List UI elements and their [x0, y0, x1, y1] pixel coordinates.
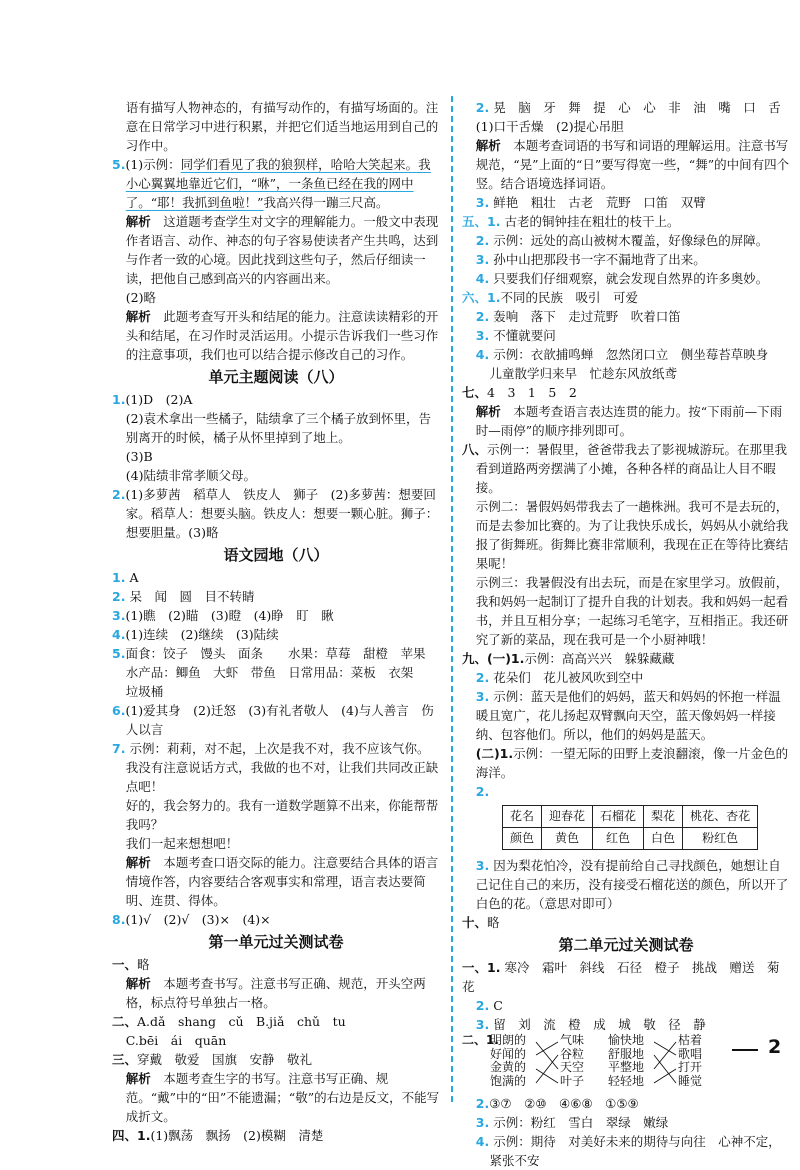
- answer-line: 我没有注意说话方式，我做的也不对，让我们共同改正缺点吧！: [125, 760, 439, 794]
- answer-text: 寒冷 霜叶 斜线 石径 橙子 挑战 赠送 菊花: [462, 960, 780, 994]
- item-number: 6.: [112, 703, 126, 718]
- answer-text: 花朵们 花儿被风吹到空中: [493, 670, 644, 685]
- item-number: 7.: [112, 741, 126, 756]
- analysis-label: 解析: [125, 855, 151, 870]
- item-number: 3.: [112, 608, 126, 623]
- answer-text: 留 刘 流 橙 成 城 敬 径 静: [493, 1017, 706, 1032]
- table-cell: 粉红色: [683, 828, 758, 850]
- item-number: 一、: [112, 957, 138, 972]
- answer-text: (1)瞧 (2)瞄 (3)瞪 (4)睁 盯 瞅: [125, 608, 334, 623]
- word-matching-diagram: [462, 1034, 790, 1120]
- table-row: [503, 806, 758, 828]
- analysis: [112, 853, 440, 910]
- match-word: 天空: [560, 1060, 585, 1074]
- answer-text: 示例：期待 对美好未来的期待与向往 心神不定，紧张不安: [489, 1134, 781, 1168]
- analysis-text: 本题考查书写。注意书写正确、规范，开头空两格，标点符号单独占一格。: [125, 976, 426, 1010]
- right-column: [462, 98, 790, 1170]
- item-number: 3.: [475, 1115, 490, 1130]
- analysis-label: 解析: [125, 1071, 151, 1086]
- answer-item: [112, 1126, 440, 1145]
- answer-item: [462, 687, 790, 744]
- analysis-text: 本题考查生字的书写。注意书写正确、规范。“戴”中的“田”不能遗漏；“敬”的右边是反文，不能写成折文。: [125, 1071, 440, 1124]
- analysis-label: 解析: [125, 214, 151, 229]
- answer-item: [462, 193, 790, 212]
- answer-item: [112, 701, 440, 739]
- answer-item: [462, 250, 790, 269]
- page-number: 2: [768, 1036, 782, 1058]
- answer-text: 不懂就要问: [493, 328, 556, 343]
- item-number: 1.: [112, 570, 126, 585]
- match-word: 歌唱: [678, 1046, 703, 1061]
- answer-item: [462, 958, 790, 996]
- item-number: 5.: [112, 157, 126, 172]
- answer-text: 示例：粉红 雪白 翠绿 嫩绿: [493, 1115, 669, 1130]
- answer-line: (1)口干舌燥 (2)提心吊胆: [475, 119, 624, 134]
- match-word: 明朗的: [490, 1033, 527, 1047]
- underlined-text: 同学们看见了我的狼狈样，哈哈大笑起来。我小心翼翼地靠近它们，“咻”，一条鱼已经在我的网中了。“耶！我抓到鱼啦！”: [125, 157, 431, 210]
- answer-text: 因为梨花怕冷，没有提前给自己寻找颜色，她想让自己记住自己的来历，没有接受石榴花送的颜色，所以开了白色的花。（意思对即可）: [475, 858, 789, 911]
- answer-text: 晃 脑 牙 舞 提 心 心 非 油 嘴 口 舌: [493, 100, 781, 115]
- answer-text: (1)连续 (2)继续 (3)陆续: [125, 627, 279, 642]
- answer-text: 示例一：暑假里，爸爸带我去了影视城游玩。在那里我看到道路两旁摆满了小摊，各种各样的商品让人目不暇接。: [475, 442, 788, 495]
- match-word: 谷粒: [560, 1046, 585, 1061]
- answer-text: 孙中山把那段书一字不漏地背了出来。: [493, 252, 706, 267]
- table-cell: 梨花: [644, 806, 683, 828]
- item-number: 4.: [475, 271, 490, 286]
- answer-item: [462, 98, 790, 117]
- answer-text: 示例：蓝天是他们的妈妈，蓝天和妈妈的怀抱一样温暖且宽广，花儿扬起双臂飘向天空，蓝天像妈妈一样接纳、包容他们。所以，他们的妈妈是蓝天。: [475, 689, 781, 742]
- answer-text: 示例：高高兴兴 躲躲藏藏: [524, 651, 675, 666]
- answer-item: [112, 644, 440, 663]
- table-cell: 迎春花: [542, 806, 593, 828]
- answer-line: 垃圾桶: [125, 684, 164, 699]
- analysis: [462, 402, 790, 440]
- item-number: 3.: [475, 1017, 490, 1032]
- item-number: 八、: [462, 442, 488, 457]
- answer-text: 示例：一望无际的田野上麦浪翻滚，像一片金色的海洋。: [475, 746, 789, 780]
- table-cell: 花名: [503, 806, 542, 828]
- answer-item: [112, 568, 440, 587]
- answer-item: [462, 668, 790, 687]
- answer-item: [462, 307, 790, 326]
- answer-text: 略: [487, 915, 500, 930]
- answer-line: (2)略: [125, 290, 156, 305]
- answer-item: [112, 910, 440, 929]
- item-number: 4.: [475, 347, 490, 362]
- item-number: 三、: [112, 1052, 138, 1067]
- answer-item: [462, 913, 790, 932]
- answer-line: 儿童散学归来早 忙趁东风放纸鸢: [489, 366, 678, 381]
- item-number: 5.: [112, 646, 126, 661]
- section-heading: 语文园地（八）: [223, 546, 329, 564]
- answer-line: (2)袁术拿出一些橘子，陆绩拿了三个橘子放到怀里，告别离开的时候，橘子从怀里掉到了地上。: [125, 411, 431, 445]
- match-column-nouns: [560, 1034, 584, 1088]
- answer-item: [112, 739, 440, 758]
- answer-text: 示例：衣歆捕鸣蝉 忽然闭口立 侧坐莓苔草映身: [493, 347, 769, 362]
- item-number: 2.: [112, 589, 126, 604]
- match-word: 平整地: [608, 1060, 645, 1074]
- answer-text: 轰响 落下 走过荒野 吹着口笛: [493, 309, 681, 324]
- answer-item: [462, 440, 790, 497]
- table-cell: 桃花、杏花: [683, 806, 758, 828]
- answer-text: (1)D (2)A: [125, 392, 193, 407]
- match-word: 愉快地: [608, 1033, 645, 1047]
- answer-text: 古老的铜钟挂在粗壮的枝干上。: [504, 214, 680, 229]
- item-number: 2.: [475, 1096, 490, 1111]
- match-word: 枯着: [678, 1033, 703, 1047]
- item-number: 4.: [475, 1134, 490, 1149]
- item-number: 3.: [475, 858, 490, 873]
- answer-item: [462, 649, 790, 668]
- item-number: 六、1.: [462, 290, 501, 305]
- item-number: 4.: [112, 627, 126, 642]
- answer-line: 我们一起来想想吧！: [125, 836, 239, 851]
- analysis-text: 本题考查词语的书写和词语的理解运用。注意书写规范，“晃”上面的“日”要写得宽一些，“舞”的中间有四个竖。结合语境选择词语。: [475, 138, 790, 191]
- column-divider: [451, 96, 453, 1102]
- analysis: [112, 1069, 440, 1126]
- answer-text: (1)爱其身 (2)迁怒 (3)有礼者敬人 (4)与人善言 伤人以言: [125, 703, 434, 737]
- match-word: 好闻的: [490, 1046, 527, 1061]
- match-word: 叶子: [560, 1073, 585, 1088]
- analysis-label: 解析: [475, 404, 501, 419]
- answer-text: 我高兴得一蹦三尺高。: [263, 195, 389, 210]
- answer-text: (1)多萝茜 稻草人 铁皮人 狮子 (2)多萝茜：想要回家。稻草人：想要头脑。铁皮人：想要一颗心脏。狮子：想要胆量。(3)略: [125, 487, 439, 540]
- answer-item: [112, 485, 440, 542]
- answer-item: [462, 1015, 790, 1034]
- answer-line: 好的，我会努力的。我有一道数学题算不出来，你能帮帮我吗？: [125, 798, 439, 832]
- table-cell: 石榴花: [593, 806, 644, 828]
- item-number: 3.: [475, 689, 490, 704]
- item-number: 2.: [475, 233, 490, 248]
- answer-text: 鲜艳 粗壮 古老 荒野 口笛 双臂: [493, 195, 706, 210]
- item-number: 七、: [462, 385, 488, 400]
- analysis-text: 这道题考查学生对文字的理解能力。一般文中表现作者语言、动作、神态的句子容易使读者产生共鸣，达到与作者一致的心境。因此找到这些句子，然后仔细读一读，把他自己感到高兴的内容画出来。: [125, 214, 439, 286]
- analysis: [462, 136, 790, 193]
- match-word: 饱满的: [490, 1073, 527, 1088]
- answer-item: [112, 155, 440, 212]
- page-number-rule: [732, 1049, 758, 1051]
- analysis: [112, 212, 440, 288]
- match-word: 轻轻地: [608, 1073, 645, 1088]
- answer-text: 只要我们仔细观察，就会发现自然界的许多奥妙。: [493, 271, 769, 286]
- answer-item: [462, 383, 790, 402]
- analysis-text: 此题考查写开头和结尾的能力。注意读读精彩的开头和结尾，在习作时灵活运用。小提示告诉我们一些习作的注意事项，我们也可以结合提示修改自己的习作。: [125, 309, 439, 362]
- table-cell: 颜色: [503, 828, 542, 850]
- answer-line: (3)B: [125, 449, 153, 464]
- match-word: 气味: [560, 1033, 585, 1047]
- answer-text: 面食：饺子 馒头 面条 水果：草莓 甜橙 苹果: [125, 646, 426, 661]
- answer-text: A: [129, 570, 139, 585]
- answer-text: 4 3 1 5 2: [487, 385, 577, 400]
- answer-text: A.dǎ shang cǔ B.jiǎ chǔ tu: [137, 1014, 346, 1029]
- item-number: 二、1.: [462, 1033, 499, 1047]
- answer-item: [462, 744, 790, 782]
- item-number: 3.: [475, 195, 490, 210]
- match-word: 打开: [678, 1060, 703, 1074]
- table-row: [503, 828, 758, 850]
- match-word: 睡觉: [678, 1073, 703, 1088]
- item-number: 2.: [475, 784, 490, 799]
- flower-color-table: [502, 805, 758, 850]
- match-column-verbs: [678, 1034, 702, 1088]
- answer-item: [112, 1012, 440, 1031]
- item-number: 九、(一)1.: [462, 651, 525, 666]
- answer-text: C: [493, 998, 503, 1013]
- analysis-text: 本题考查口语交际的能力。注意要结合具体的语言情境作答，内容要结合客观事实和常理，语言表达要简明、连贯、得体。: [125, 855, 439, 908]
- answer-line: 示例三：我暑假没有出去玩，而是在家里学习。放假前，我和妈妈一起制订了提升自我的计划表。我和妈妈一起看书，并且互相分享；一起练习毛笔字，互相指正。我还研究了新的菜品，现在我可是一个小厨神哦！: [475, 575, 789, 647]
- table-cell: 黄色: [542, 828, 593, 850]
- item-number: 五、1.: [462, 214, 501, 229]
- answer-item: [112, 587, 440, 606]
- analysis-label: 解析: [475, 138, 501, 153]
- match-column-adjectives: [490, 1034, 526, 1088]
- match-column-adverbs: [608, 1034, 644, 1088]
- analysis: [112, 974, 440, 1012]
- item-number: 2.: [475, 998, 490, 1013]
- analysis: [112, 307, 440, 364]
- match-word: 舒服地: [608, 1046, 645, 1061]
- answer-item: [462, 288, 790, 307]
- answer-item: [462, 269, 790, 288]
- answer-item: [112, 955, 440, 974]
- answer-item: [112, 1050, 440, 1069]
- answer-line: 语有描写人物神态的，有描写动作的，有描写场面的。注意在日常学习中进行积累，并把它们适当地运用到自己的习作中。: [125, 100, 439, 153]
- item-number: 2.: [475, 670, 490, 685]
- answer-item: [112, 625, 440, 644]
- left-column: [112, 98, 440, 1145]
- answer-line: 示例二：暑假妈妈带我去了一趟株洲。我可不是去玩的，而是去参加比赛的。为了让我快乐成长，妈妈从小就给我报了街舞班。街舞比赛非常顺利，我现在正在等待比赛结果呢！: [475, 499, 789, 571]
- item-number: 四、1.: [112, 1128, 151, 1143]
- section-heading: 第一单元过关测试卷: [208, 933, 344, 951]
- item-number: 1.: [112, 392, 126, 407]
- answer-text: 示例：莉莉，对不起，上次是我不对，我不应该气你。: [129, 741, 430, 756]
- answer-text: 呆 闻 圆 目不转睛: [129, 589, 255, 604]
- item-number: 二、: [112, 1014, 138, 1029]
- analysis-label: 解析: [125, 309, 151, 324]
- answer-line: C.bēi ái quān: [125, 1033, 227, 1048]
- answer-item: [112, 390, 440, 409]
- item-number: (二)1.: [475, 746, 514, 761]
- answer-item: [462, 1132, 790, 1170]
- answer-line: (4)陆绩非常孝顺父母。: [125, 468, 256, 483]
- answer-text: (1)示例：: [125, 157, 181, 172]
- item-number: 十、: [462, 915, 488, 930]
- section-heading: 单元主题阅读（八）: [208, 368, 344, 386]
- item-number: 3.: [475, 328, 490, 343]
- table-cell: 红色: [593, 828, 644, 850]
- item-number: 一、1.: [462, 960, 501, 975]
- answer-text: (1)√ (2)√ (3)× (4)×: [125, 912, 271, 927]
- answer-text: 略: [137, 957, 150, 972]
- answer-item: [462, 782, 790, 801]
- answer-text: (1)飘荡 飘扬 (2)模糊 清楚: [150, 1128, 324, 1143]
- analysis-text: 本题考查语言表达连贯的能力。按“下雨前—下雨时—雨停”的顺序排列即可。: [475, 404, 783, 438]
- item-number: 2.: [475, 100, 490, 115]
- item-number: 2.: [112, 487, 126, 502]
- answer-text: 示例：远处的高山被树木覆盖，好像绿色的屏障。: [493, 233, 769, 248]
- section-heading: 第二单元过关测试卷: [558, 936, 694, 954]
- answer-item: [462, 212, 790, 231]
- answer-line: 水产品：鲫鱼 大虾 带鱼 日常用品：菜板 衣架: [125, 665, 414, 680]
- answer-item: [462, 856, 790, 913]
- answer-text: 穿戴 敬爱 国旗 安静 敬礼: [137, 1052, 313, 1067]
- answer-item: [462, 996, 790, 1015]
- analysis-label: 解析: [125, 976, 151, 991]
- answer-item: [112, 606, 440, 625]
- answer-text: ③⑦ ②⑩ ④⑥⑧ ①⑤⑨: [489, 1096, 639, 1111]
- answer-item: [462, 345, 790, 364]
- item-number: 2.: [475, 309, 490, 324]
- answer-text: 不同的民族 吸引 可爱: [500, 290, 638, 305]
- answer-item: [462, 231, 790, 250]
- item-number: 8.: [112, 912, 126, 927]
- answer-item: [462, 326, 790, 345]
- table-cell: 白色: [644, 828, 683, 850]
- item-number: 3.: [475, 252, 490, 267]
- match-word: 金黄的: [490, 1060, 527, 1074]
